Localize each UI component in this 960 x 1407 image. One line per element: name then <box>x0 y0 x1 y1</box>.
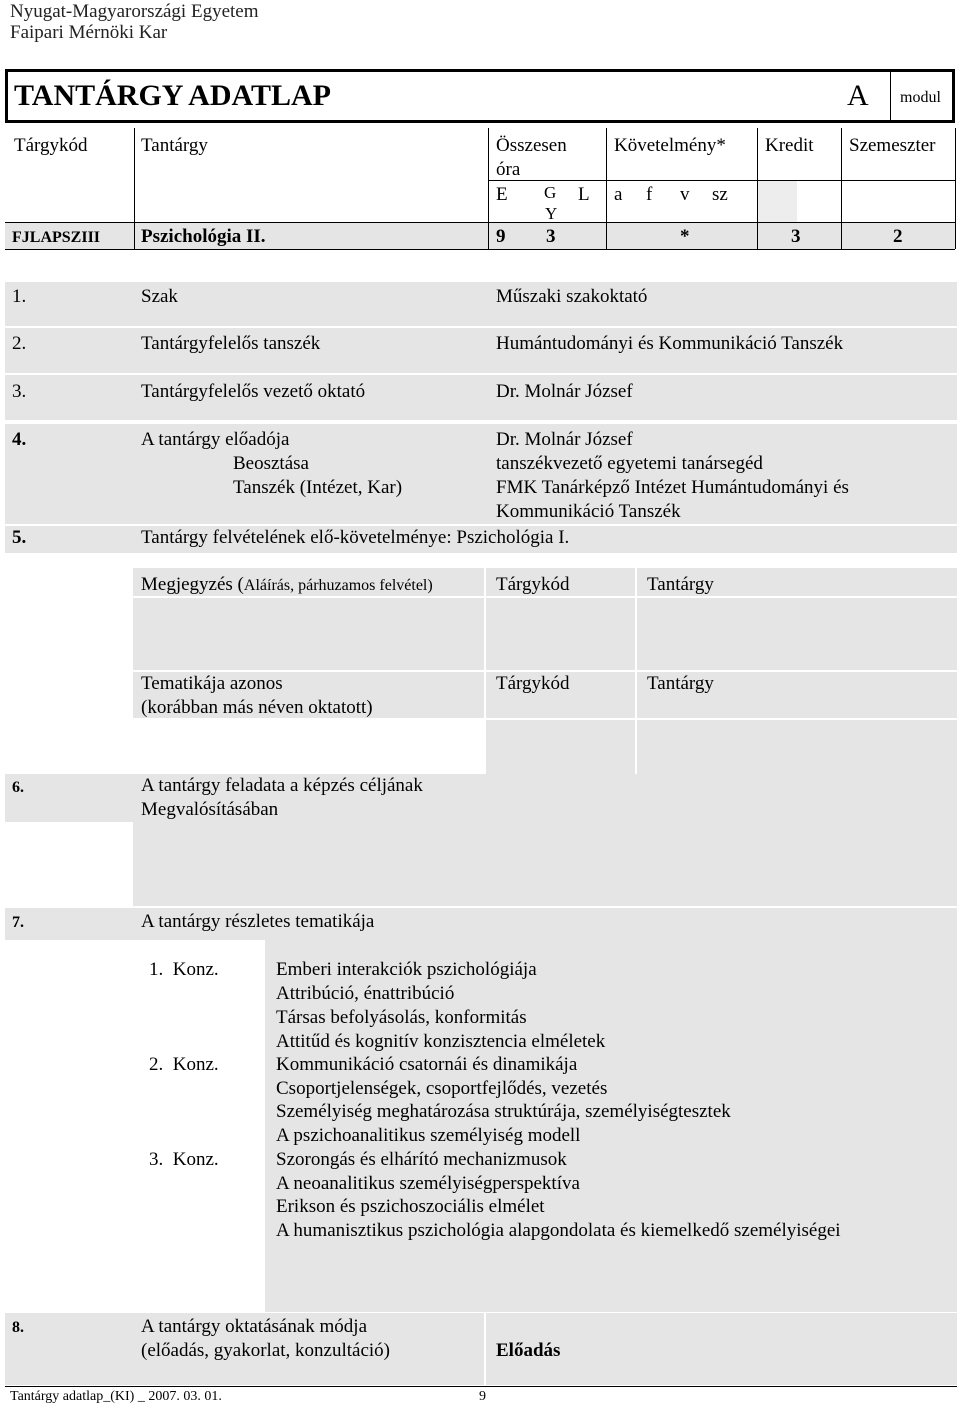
consult-1: 1. Konz. <box>149 959 219 980</box>
sub-v: v <box>680 184 690 205</box>
header-requirement: Követelmény* <box>614 135 726 156</box>
topic-item: A humanisztikus pszichológia alapgondolata és kiemelkedő személyiségei <box>276 1220 841 1241</box>
title-box-right <box>952 69 955 123</box>
method-value: Előadás <box>496 1340 561 1361</box>
row-1-label: Szak <box>141 286 178 307</box>
method-col <box>484 1313 486 1385</box>
requirement-value: * <box>680 226 690 247</box>
topic-item: Társas befolyásolás, konformitás <box>276 1007 527 1028</box>
same-label-2: (korábban más néven oktatott) <box>141 697 373 718</box>
topic-item: A pszichoanalitikus személyiség modell <box>276 1125 581 1146</box>
module-label: modul <box>900 89 941 106</box>
credit-cell-shade <box>757 180 797 222</box>
sub-sz: sz <box>712 184 728 205</box>
faculty-name: Faipari Mérnöki Kar <box>10 22 168 43</box>
note-grid-col-1 <box>484 568 486 774</box>
header-hours-2: óra <box>496 159 521 180</box>
lecturer-label-position: Beosztása <box>233 453 309 474</box>
same-course-header: Tantárgy <box>647 673 714 694</box>
sub-e: E <box>496 184 508 205</box>
credit-value: 3 <box>791 226 801 247</box>
course-row-top <box>5 222 955 223</box>
consult-3: 3. Konz. <box>149 1149 219 1170</box>
method-label-1: A tantárgy oktatásának módja <box>141 1316 368 1337</box>
same-code-header: Tárgykód <box>496 673 570 694</box>
note-course-header: Tantárgy <box>647 574 714 595</box>
course-col-3 <box>606 128 607 249</box>
module-category: A <box>847 79 869 112</box>
note-code-header: Tárgykód <box>496 574 570 595</box>
footer-rule <box>5 1386 957 1387</box>
sub-a: a <box>614 184 623 205</box>
header-course: Tantárgy <box>141 135 208 156</box>
lecturer-name: Dr. Molnár József <box>496 429 633 450</box>
method-label-2: (előadás, gyakorlat, konzultáció) <box>141 1340 391 1361</box>
row-2-value: Humántudományi és Kommunikáció Tanszék <box>496 333 844 354</box>
course-col-2 <box>488 128 489 249</box>
course-row-bottom <box>5 249 955 250</box>
sub-g: G <box>544 183 557 202</box>
title-divider <box>890 72 891 120</box>
row-2-num: 2. <box>12 333 27 354</box>
same-label-1: Tematikája azonos <box>141 673 283 694</box>
method-num: 8. <box>12 1319 24 1336</box>
subheader-top <box>488 180 955 181</box>
topic-item: Csoportjelenségek, csoportfejlődés, vezetés <box>276 1078 608 1099</box>
row-3-label: Tantárgyfelelős vezető oktató <box>141 381 366 402</box>
course-name: Pszichológia II. <box>141 226 266 247</box>
header-semester: Szemeszter <box>849 135 936 156</box>
lecturer-dept-2: Kommunikáció Tanszék <box>496 501 681 522</box>
topic-item: Szorongás és elhárító mechanizmusok <box>276 1149 567 1170</box>
course-col-5 <box>841 128 842 249</box>
page-title: TANTÁRGY ADATLAP <box>14 79 331 112</box>
header-code: Tárgykód <box>14 135 88 156</box>
topic-item: Személyiség meghatározása struktúrája, személyiségtesztek <box>276 1101 731 1122</box>
prereq-text: Tantárgy felvételének elő-követelménye: Pszichológia I. <box>141 527 570 548</box>
course-col-4 <box>757 128 758 249</box>
row-2-label: Tantárgyfelelős tanszék <box>141 333 321 354</box>
row-1-value: Műszaki szakoktató <box>496 286 648 307</box>
topic-item: Emberi interakciók pszichológiája <box>276 959 537 980</box>
topics-num: 7. <box>12 914 24 931</box>
lecturer-num: 4. <box>12 429 27 450</box>
footer-doc-id: Tantárgy adatlap_(KI) _ 2007. 03. 01. <box>10 1389 222 1404</box>
page-number: 9 <box>479 1389 486 1404</box>
lecturer-label: A tantárgy előadója <box>141 429 290 450</box>
note-grid-col-2 <box>635 568 637 774</box>
task-label-1: A tantárgy feladata a képzés céljának <box>141 775 423 796</box>
topic-item: Erikson és pszichoszociális elmélet <box>276 1196 545 1217</box>
prereq-num: 5. <box>12 527 27 548</box>
lecturer-dept-1: FMK Tanárképző Intézet Humántudományi és <box>496 477 849 498</box>
semester-value: 2 <box>893 226 903 247</box>
task-num: 6. <box>12 779 24 796</box>
note-grid-cut <box>133 720 484 774</box>
topic-item: A neoanalitikus személyiségperspektíva <box>276 1173 580 1194</box>
sub-f: f <box>646 184 653 205</box>
topics-sep <box>5 906 957 908</box>
header-credit: Kredit <box>765 135 814 156</box>
topic-item: Kommunikáció csatornái és dinamikája <box>276 1054 578 1075</box>
lecturer-position: tanszékvezető egyetemi tanársegéd <box>496 453 763 474</box>
course-col-1 <box>134 128 135 249</box>
header-hours: Összesen <box>496 135 567 156</box>
task-label-2: Megvalósításában <box>141 799 279 820</box>
sub-l: L <box>578 184 590 205</box>
topics-label: A tantárgy részletes tematikája <box>141 911 375 932</box>
course-code: FJLAPSZIII <box>12 229 101 246</box>
consult-2: 2. Konz. <box>149 1054 219 1075</box>
hours-g: 3 <box>546 226 556 247</box>
lecturer-label-dept: Tanszék (Intézet, Kar) <box>233 477 403 498</box>
row-1-num: 1. <box>12 286 27 307</box>
hours-e: 9 <box>496 226 506 247</box>
note-label: Megjegyzés (Aláírás, párhuzamos felvétel) <box>141 574 433 595</box>
task-body-bg <box>133 822 957 906</box>
course-col-6 <box>955 128 956 249</box>
row-3-value: Dr. Molnár József <box>496 381 633 402</box>
topic-item: Attribúció, énattribúció <box>276 983 455 1004</box>
title-box-left <box>5 69 8 123</box>
topic-item: Attitűd és kognitív konzisztencia elméletek <box>276 1031 606 1052</box>
sub-y: Y <box>545 204 558 223</box>
row-3-num: 3. <box>12 381 27 402</box>
university-name: Nyugat-Magyarországi Egyetem <box>10 1 259 22</box>
